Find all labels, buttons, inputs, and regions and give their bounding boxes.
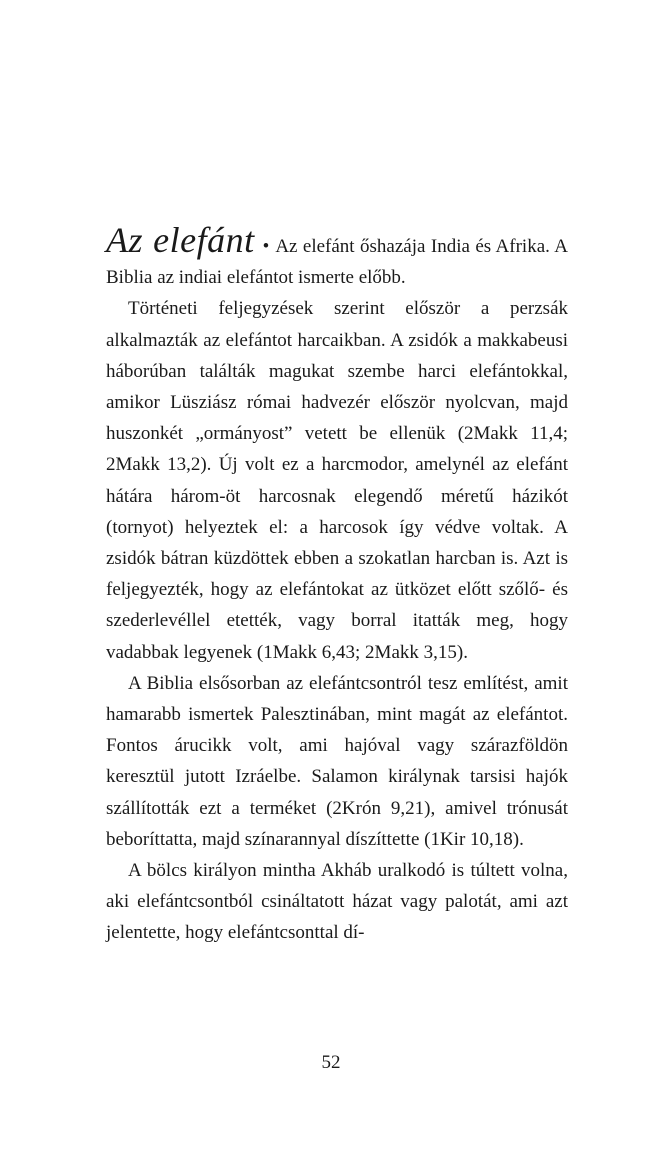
paragraph-1-text: Az elefánt őshazája India és Afrika. A Biblia az indiai elefántot ismerte előbb. xyxy=(106,236,568,289)
page-body xyxy=(106,220,568,949)
paragraph-3: A Biblia elsősorban az elefántcsontról tesz említést, amit hamarabb ismertek Palesztinában, mint magát az elefántot. Fontos árucikk volt, ami hajóval vagy szárazföldön keresztül jutott Izráelbe. Salamon királynak tarsisi hajók szállították ezt a terméket (2Krón 9,21), amivel trónusát beboríttatta, majd színarannyal díszíttette (1Kir 10,18). xyxy=(106,672,568,850)
paragraph-2: Történeti feljegyzések szerint először a perzsák alkalmazták az elefántot harcaikban. A zsidók a makkabeusi háborúban találták magukat szembe harci elefántokkal, amikor Lüsziász római hadvezér először nyolcvan, majd huszonkét „ormányost” vetett be ellenük (2Makk 11,4; 2Makk 13,2). Új volt ez a harcmodor, amelynél az elefánt hátára három-öt harcosnak elegendő méretű házikót (tornyot) helyeztek el: a harcosok így védve voltak. A zsidók bátran küzdöttek ebben a szokatlan harcban is. Azt is feljegyezték, hogy az elefántokat az ütközet előtt szőlő- és szederlevéllel etették, vagy borral itatták meg, hogy vadabbak legyenek (1Makk 6,43; 2Makk 3,15). xyxy=(106,298,568,663)
section-heading: Az elefánt xyxy=(106,220,255,260)
bullet-separator: • xyxy=(262,236,270,257)
paragraph-4: A bölcs királyon mintha Akháb uralkodó is túltett volna, aki elefántcsontból csináltatott házat vagy palotát, ami azt jelentette, hogy elefántcsonttal dí- xyxy=(106,860,568,944)
page-number: 52 xyxy=(321,1052,341,1073)
paragraph-1 xyxy=(106,220,568,293)
